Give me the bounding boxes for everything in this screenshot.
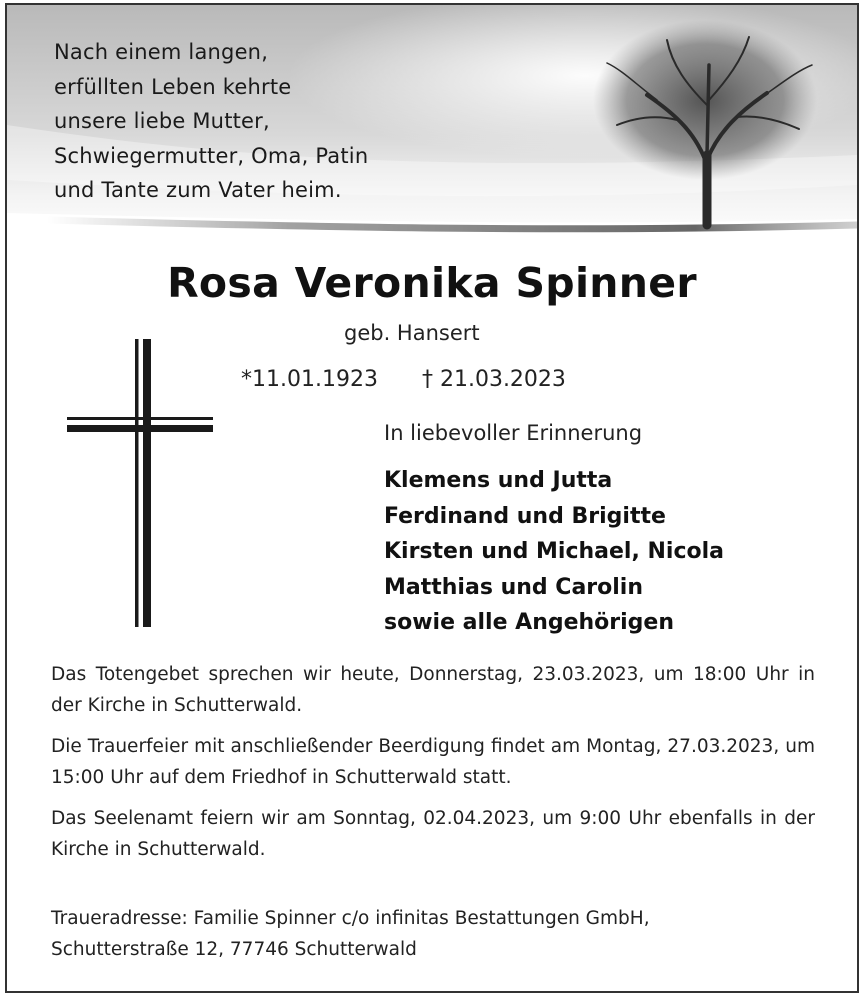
life-dates [241,367,566,392]
intro-line: und Tante zum Vater heim. [54,178,342,202]
mourners-list [384,463,724,641]
mourner-line: sowie alle Angehörigen [384,610,675,635]
obituary-card [5,3,859,993]
memory-line: In liebevoller Erinnerung [384,421,643,445]
intro-line: unsere liebe Mutter, [54,109,270,133]
requiem-notice: Das Seelenamt feiern wir am Sonntag, 02.04.2023, um 9:00 Uhr ebenfalls in der Kirche in Schutterwald. [51,808,815,860]
cross-icon [67,339,217,635]
mourner-line: Matthias und Carolin [384,574,644,600]
address-line: Schutterstraße 12, 77746 Schutterwald [51,939,417,960]
mourner-line: Klemens und Jutta [384,468,613,493]
mourning-address [51,903,821,965]
mourner-line: Kirsten und Michael, Nicola [384,539,724,564]
header-banner [7,5,857,241]
maiden-name: geb. Hansert [344,321,480,345]
death-date: † 21.03.2023 [421,367,566,392]
deceased-name: Rosa Veronika Spinner [167,259,697,307]
funeral-notice: Die Trauerfeier mit anschließender Beerdigung findet am Montag, 27.03.2023, um 15:00 Uhr auf dem Friedhof in Schutterwald statt. [51,736,815,788]
intro-text [54,35,368,208]
prayer-notice: Das Totengebet sprechen wir heute, Donnerstag, 23.03.2023, um 18:00 Uhr in der Kirche in Schutterwald. [51,664,815,716]
mourner-line: Ferdinand und Brigitte [384,503,666,529]
intro-line: Schwiegermutter, Oma, Patin [54,143,369,168]
intro-line: Nach einem langen, [54,40,269,64]
service-notices [51,659,815,875]
address-line: Traueradresse: Familie Spinner c/o infinitas Bestattungen GmbH, [51,908,650,929]
birth-date: *11.01.1923 [241,367,378,392]
intro-line: erfüllten Leben kehrte [54,74,292,99]
